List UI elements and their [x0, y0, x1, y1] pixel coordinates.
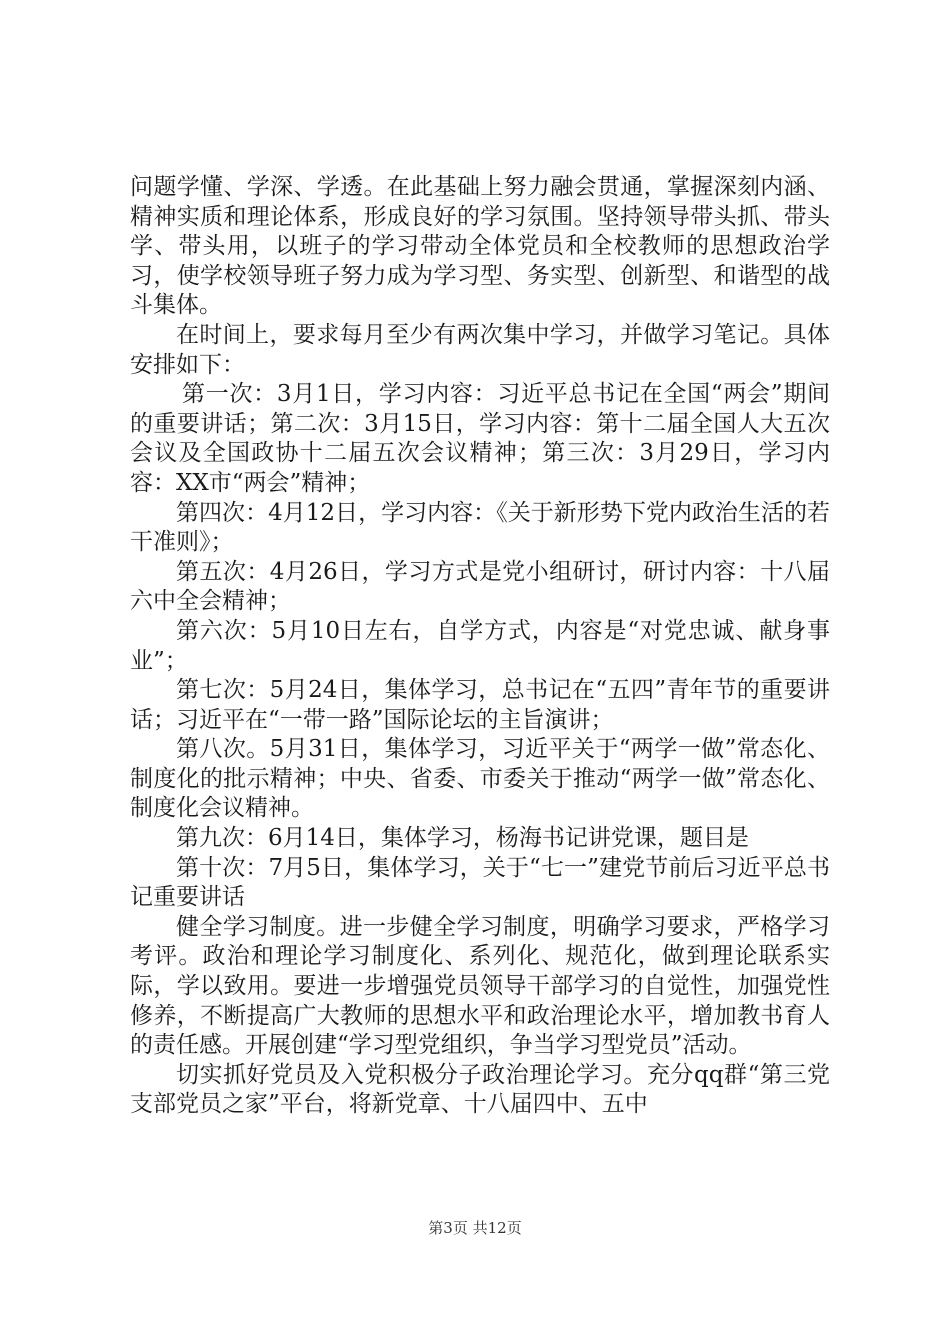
paragraph-3: 第一次：3月1日，学习内容：习近平总书记在全国“两会”期间的重要讲话；第二次：3月15日，学习内容：第十二届全国人大五次会议及全国政协十二届五次会议精神；第三次：3月29日，学习内容：XX市“两会”精神； — [130, 381, 830, 496]
paragraph-7: 第七次：5月24日，集体学习，总书记在“五四”青年节的重要讲话；习近平在“一带一路”国际论坛的主旨演讲； — [130, 677, 830, 733]
paragraph-5: 第五次：4月26日，学习方式是党小组研讨，研讨内容：十八届六中全会精神； — [130, 558, 830, 615]
paragraph-6: 第六次：5月10日左右，自学方式，内容是“对党忠诚、献身事业”； — [130, 617, 830, 674]
paragraph-1: 问题学懂、学深、学透。在此基础上努力融会贯通，掌握深刻内涵、精神实质和理论体系，形成良好的学习氛围。坚持领导带头抓、带头学、带头用，以班子的学习带动全体党员和全校教师的思想政治学习，使学校领导班子努力成为学习型、务实型、创新型、和谐型的战斗集体。 — [130, 174, 830, 319]
paragraph-11: 健全学习制度。进一步健全学习制度，明确学习要求，严格学习考评。政治和理论学习制度化、系列化、规范化，做到理论联系实际，学以致用。要进一步增强党员领导干部学习的自觉性，加强党性修养，不断提高广大教师的思想水平和政治理论水平，增加教书育人的责任感。开展创建“学习型党组织，争当学习型党员”活动。 — [130, 913, 830, 1059]
paragraph-4: 第四次：4月12日，学习内容：《关于新形势下党内政治生活的若干准则》； — [130, 499, 830, 556]
paragraph-9: 第九次：6月14日，集体学习，杨海书记讲党课，题目是 — [176, 825, 749, 852]
paragraph-2: 在时间上，要求每月至少有两次集中学习，并做学习笔记。具体安排如下： — [130, 321, 830, 378]
paragraph-10: 第十次：7月5日，集体学习，关于“七一”建党节前后习近平总书记重要讲话 — [130, 854, 830, 911]
paragraph-12: 切实抓好党员及入党积极分子政治理论学习。充分qq群“第三党支部党员之家”平台，将新党章、十八届四中、五中 — [130, 1061, 830, 1118]
document-body — [130, 173, 830, 1120]
page-number-footer: 第3页 共12页 — [428, 1219, 522, 1237]
paragraph-8: 第八次。5月31日，集体学习，习近平关于“两学一做”常态化、制度化的批示精神；中央、省委、市委关于推动“两学一做”常态化、制度化会议精神。 — [130, 736, 830, 822]
